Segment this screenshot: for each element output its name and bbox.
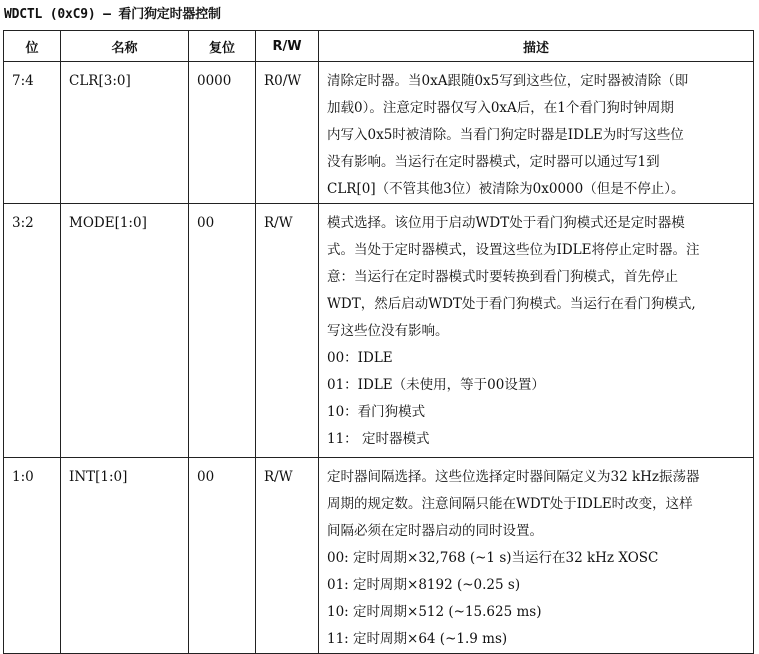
description-line: 模式选择。该位用于启动WDT处于看门狗模式还是定时器模 — [327, 215, 685, 231]
header-name: 名称 — [61, 31, 189, 62]
description-line: CLR[0]（不管其他3位）被清除为0x0000（但是不停止）。 — [327, 181, 685, 197]
description-line: 10: 定时周期×512 (~15.625 ms) — [327, 604, 542, 620]
name-cell: CLR[3:0] — [61, 62, 189, 204]
description-line: 内写入0x5时被清除。当看门狗定时器是IDLE为时写这些位 — [327, 127, 684, 143]
table-row — [4, 62, 754, 204]
description-line: 意：当运行在定时器模式时要转换到看门狗模式，首先停止 — [327, 269, 678, 285]
description-line: 00：IDLE — [327, 350, 393, 366]
description-line: 11： 定时器模式 — [327, 431, 430, 447]
rw-cell: R/W — [256, 458, 319, 654]
reset-cell: 00 — [189, 458, 256, 654]
description-line: 10：看门狗模式 — [327, 404, 426, 420]
description-line: 周期的规定数。注意间隔只能在WDT处于IDLE时改变，这样 — [327, 496, 693, 512]
description-line: 11: 定时周期×64 (~1.9 ms) — [327, 631, 508, 647]
description-cell — [319, 458, 754, 654]
description-line: 01: 定时周期×8192 (~0.25 s) — [327, 577, 521, 593]
description-line: 清除定时器。当0xA跟随0x5写到这些位，定时器被清除（即 — [327, 73, 689, 89]
rw-cell: R0/W — [256, 62, 319, 204]
description-line: 没有影响。当运行在定时器模式，定时器可以通过写1到 — [327, 154, 660, 170]
description-cell — [319, 204, 754, 458]
header-bit: 位 — [4, 31, 61, 62]
header-reset: 复位 — [189, 31, 256, 62]
register-table — [3, 30, 754, 654]
name-cell: INT[1:0] — [61, 458, 189, 654]
bit-cell: 7:4 — [4, 62, 61, 204]
register-title: WDCTL (0xC9) – 看门狗定时器控制 — [4, 7, 221, 22]
description-line: 00: 定时周期×32,768 (~1 s)当运行在32 kHz XOSC — [327, 550, 659, 566]
header-row — [4, 31, 754, 62]
description-line: 01：IDLE（未使用，等于00设置） — [327, 377, 545, 393]
description-cell — [319, 62, 754, 204]
description-line: 定时器间隔选择。这些位选择定时器间隔定义为32 kHz振荡器 — [327, 469, 700, 485]
description-line: 式。当处于定时器模式，设置这些位为IDLE将停止定时器。注 — [327, 242, 700, 258]
bit-cell: 1:0 — [4, 458, 61, 654]
bit-cell: 3:2 — [4, 204, 61, 458]
table-row — [4, 204, 754, 458]
rw-cell: R/W — [256, 204, 319, 458]
description-line: 加载0）。注意定时器仅写入0xA后，在1个看门狗时钟周期 — [327, 100, 674, 116]
reset-cell: 0000 — [189, 62, 256, 204]
description-line: 间隔必须在定时器启动的同时设置。 — [327, 523, 543, 539]
header-description: 描述 — [319, 31, 754, 62]
description-line: 写这些位没有影响。 — [327, 323, 449, 339]
table-row — [4, 458, 754, 654]
description-line: WDT，然后启动WDT处于看门狗模式。当运行在看门狗模式, — [327, 296, 696, 312]
name-cell: MODE[1:0] — [61, 204, 189, 458]
header-rw: R/W — [256, 31, 319, 62]
reset-cell: 00 — [189, 204, 256, 458]
